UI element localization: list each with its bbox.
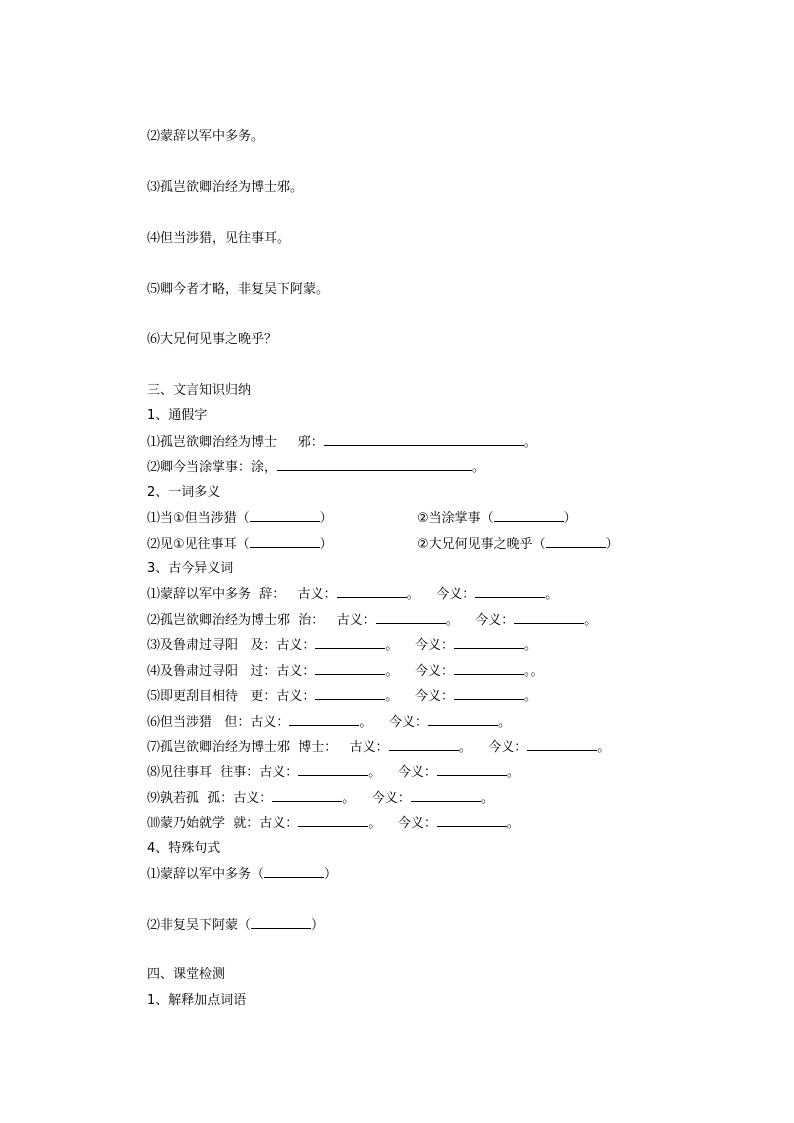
gujin-item: ⑼孰若孤 孤：古义： 。 今义： 。 xyxy=(147,791,494,806)
gujin-item: ⑸即更刮目相待 更：古义： 。 今义： 。 xyxy=(147,689,537,704)
answer-blank[interactable] xyxy=(411,789,481,802)
gujin-item: ⑺孤岂欲卿治经为博士邪 博士： 古义： 。 今义： 。 xyxy=(147,740,611,755)
answer-blank[interactable] xyxy=(389,738,459,751)
answer-blank[interactable] xyxy=(454,636,524,649)
answer-blank[interactable] xyxy=(298,763,368,776)
answer-blank[interactable] xyxy=(315,662,385,675)
gujin-item: ⑶及鲁肃过寻阳 及：古义： 。 今义： 。 xyxy=(147,638,537,653)
teshu-item: ⑴蒙辞以军中多务（ ） xyxy=(147,867,338,882)
answer-blank[interactable] xyxy=(514,611,584,624)
translate-item: ⑸卿今者才略，非复吴下阿蒙。 xyxy=(147,282,330,297)
duoyi-item: ⑵见①见往事耳（ ） xyxy=(147,537,333,552)
subsection-heading: 1、通假字 xyxy=(147,408,208,423)
duoyi-item: ②大兄何见事之晚乎（ ） xyxy=(417,537,619,552)
translate-item: ⑵蒙辞以军中多务。 xyxy=(147,129,265,144)
answer-blank[interactable] xyxy=(475,585,545,598)
translate-item: ⑷但当涉猎，见往事耳。 xyxy=(147,231,291,246)
gujin-item: ⑽蒙乃始就学 就：古义： 。 今义： 。 xyxy=(147,816,520,831)
gujin-item: ⑻见往事耳 往事：古义： 。 今义： 。 xyxy=(147,765,520,780)
answer-blank[interactable] xyxy=(428,713,498,726)
gujin-item: ⑷及鲁肃过寻阳 过：古义： 。 今义： 。。 xyxy=(147,664,544,679)
answer-blank[interactable] xyxy=(454,662,524,675)
answer-blank[interactable] xyxy=(298,814,368,827)
answer-blank[interactable] xyxy=(250,509,320,522)
subsection-heading: 3、古今异义词 xyxy=(147,561,234,576)
subsection-heading: 1、解释加点词语 xyxy=(147,993,247,1008)
answer-blank[interactable] xyxy=(376,611,446,624)
gujin-item: ⑵孤岂欲卿治经为博士邪 治： 古义： 。 今义： 。 xyxy=(147,613,598,628)
answer-blank[interactable] xyxy=(337,585,407,598)
answer-blank[interactable] xyxy=(527,738,597,751)
subsection-heading: 4、特殊句式 xyxy=(147,841,221,856)
duoyi-item: ⑴当①但当涉猎（ ） xyxy=(147,511,333,526)
answer-blank[interactable] xyxy=(277,458,472,471)
answer-blank[interactable] xyxy=(251,916,311,929)
gujin-item: ⑴蒙辞以军中多务 辞： 古义： 。 今义： 。 xyxy=(147,587,559,602)
answer-blank[interactable] xyxy=(315,687,385,700)
section-heading: 三、文言知识归纳 xyxy=(147,383,252,398)
answer-blank[interactable] xyxy=(289,713,359,726)
answer-blank[interactable] xyxy=(315,636,385,649)
answer-blank[interactable] xyxy=(264,865,324,878)
answer-blank[interactable] xyxy=(437,763,507,776)
answer-blank[interactable] xyxy=(324,433,524,446)
tongjia-item: ⑵卿今当涂掌事：涂， 。 xyxy=(147,460,486,475)
answer-blank[interactable] xyxy=(272,789,342,802)
subsection-heading: 2、一词多义 xyxy=(147,485,221,500)
answer-blank[interactable] xyxy=(437,814,507,827)
answer-blank[interactable] xyxy=(454,687,524,700)
translate-item: ⑹大兄何见事之晚乎？ xyxy=(147,332,278,347)
tongjia-item: ⑴孤岂欲卿治经为博士 邪： 。 xyxy=(147,435,537,450)
gujin-item: ⑹但当涉猎 但：古义： 。 今义： 。 xyxy=(147,715,511,730)
teshu-item: ⑵非复吴下阿蒙（ ） xyxy=(147,918,325,933)
answer-blank[interactable] xyxy=(250,535,320,548)
duoyi-item: ②当涂掌事（ ） xyxy=(417,511,577,526)
answer-blank[interactable] xyxy=(546,535,606,548)
answer-blank[interactable] xyxy=(494,509,564,522)
translate-item: ⑶孤岂欲卿治经为博士邪。 xyxy=(147,180,304,195)
section-heading: 四、课堂检测 xyxy=(147,967,226,982)
